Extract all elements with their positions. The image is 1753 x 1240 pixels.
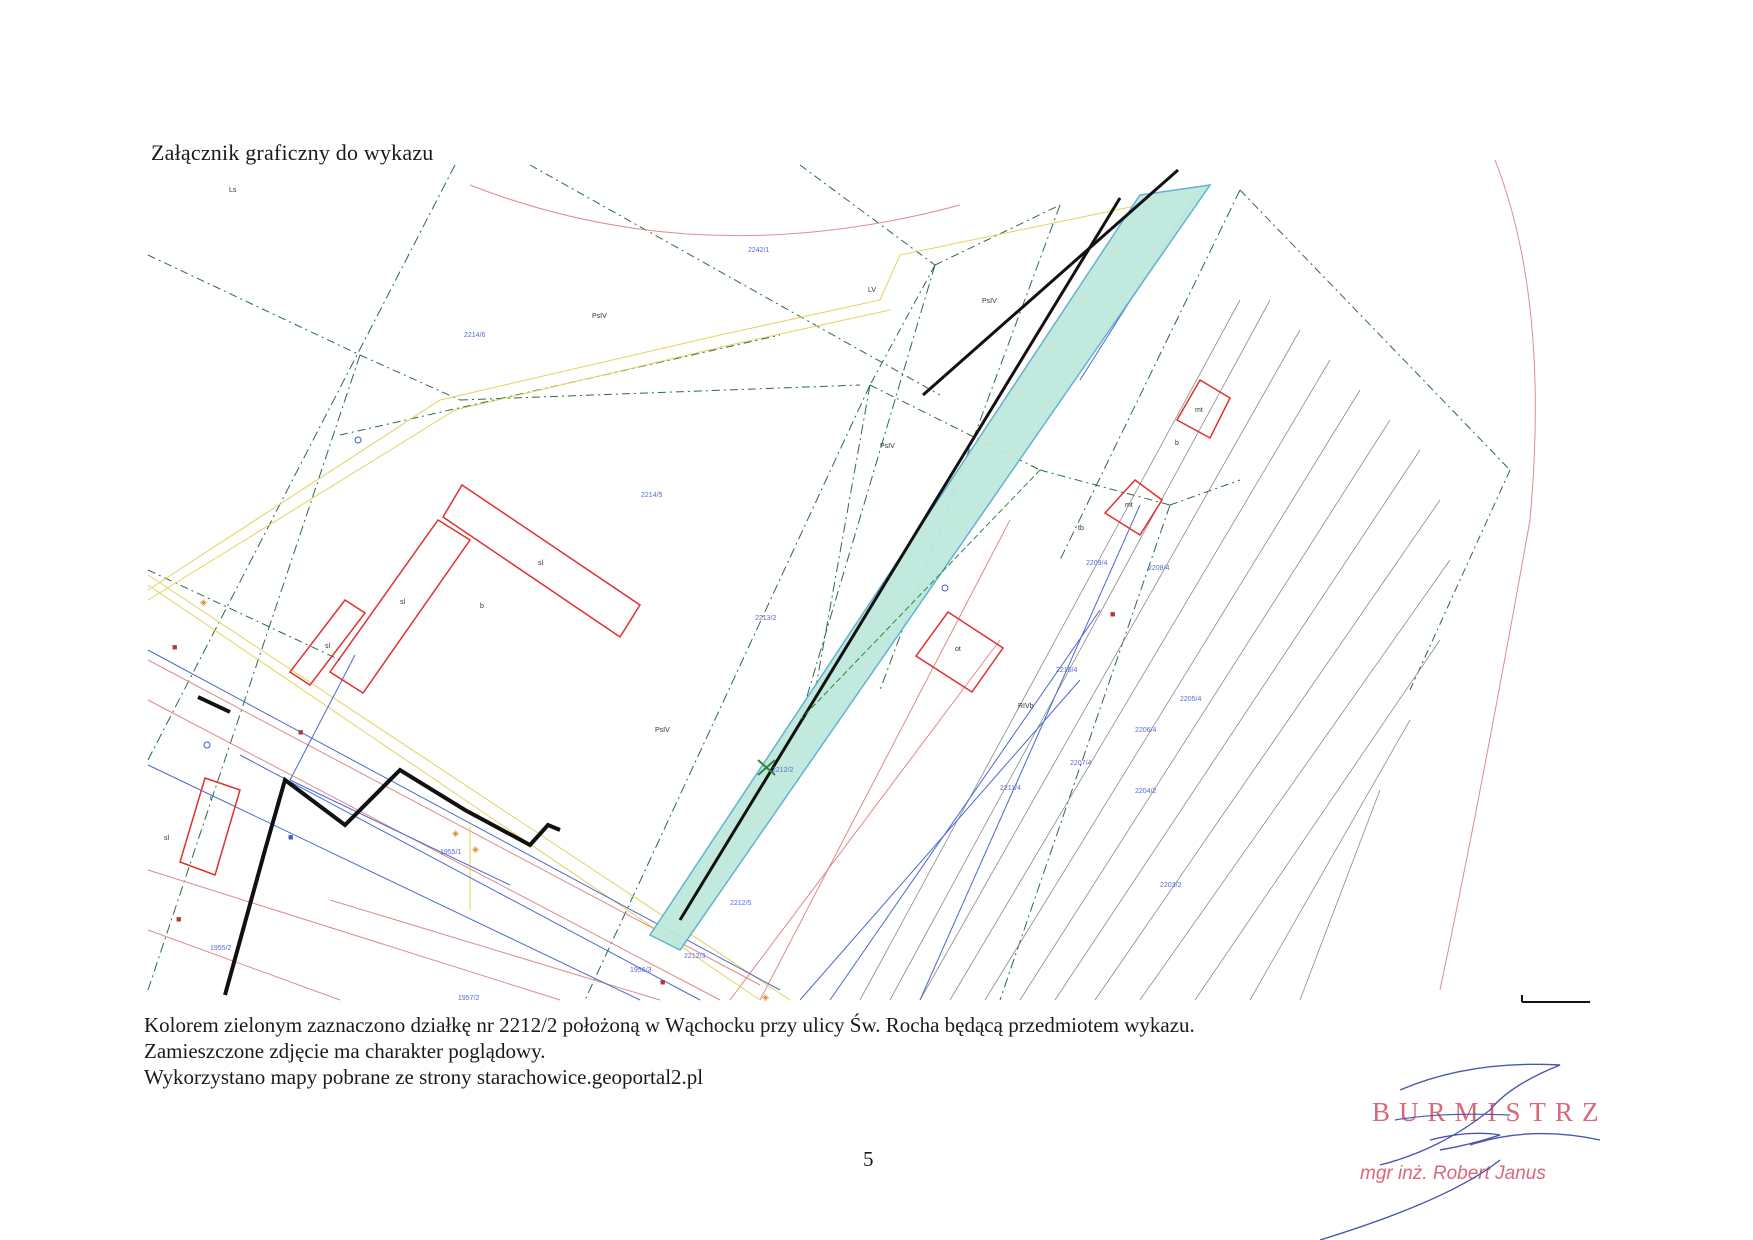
svg-text:◈: ◈ — [472, 844, 479, 854]
label-rivb: RIVb — [1018, 703, 1034, 710]
label-psiv-4: PsIV — [655, 727, 670, 734]
label-parcel-2203-2: 2203/2 — [1160, 882, 1182, 889]
svg-text:■: ■ — [288, 832, 294, 842]
svg-text:◈: ◈ — [762, 992, 769, 1002]
document-title: Załącznik graficzny do wykazu — [151, 140, 434, 165]
thick-black-boundary — [225, 770, 560, 995]
page-number: 5 — [863, 1147, 874, 1171]
building-sl-long — [330, 520, 470, 693]
parcel-boundary-thick-line — [680, 198, 1120, 920]
label-sl-4: sl — [164, 835, 170, 842]
label-ot: ot — [955, 646, 961, 653]
label-parcel-1956-3: 1956/3 — [630, 967, 652, 974]
label-parcel-1955-2: 1955/2 — [210, 945, 232, 952]
label-sl-1: sl — [538, 560, 544, 567]
svg-text:◈: ◈ — [200, 597, 207, 607]
label-parcel-2214-6: 2214/6 — [464, 332, 486, 339]
short-black-segment — [198, 697, 230, 712]
svg-text:■: ■ — [1110, 609, 1116, 619]
background-parcel-lines — [148, 160, 1535, 1000]
label-parcel-2242-1: 2242/1 — [748, 247, 770, 254]
label-b-2: b — [1175, 440, 1179, 447]
label-parcel-2208-4: 2208/4 — [1148, 565, 1170, 572]
label-parcel-2212-3: 2212/3 — [684, 953, 706, 960]
label-parcel-2205-4: 2205/4 — [1180, 696, 1202, 703]
label-parcel-2214-5: 2214/5 — [641, 492, 663, 499]
stamp-title: BURMISTRZ — [1372, 1097, 1608, 1127]
stamp-name: mgr inż. Robert Janus — [1360, 1163, 1546, 1184]
svg-text:■: ■ — [660, 977, 666, 987]
label-mt-2: mt — [1195, 407, 1203, 414]
label-parcel-2206-4: 2206/4 — [1135, 727, 1157, 734]
label-psiv-2: PsIV — [982, 298, 997, 305]
label-sl-3: sl — [325, 643, 331, 650]
building-sl-bottom-left — [180, 778, 240, 875]
label-i: i — [210, 795, 212, 802]
label-parcel-1957-2: 1957/2 — [458, 995, 480, 1002]
label-b-1: b — [480, 603, 484, 610]
label-parcel-2210-4: 2210/4 — [1056, 667, 1078, 674]
label-parcel-2209-4: 2209/4 — [1086, 560, 1108, 567]
description-block — [144, 1012, 1195, 1090]
svg-text:◈: ◈ — [452, 828, 459, 838]
label-parcel-2211-4: 2211/4 — [1000, 785, 1021, 792]
svg-text:■: ■ — [298, 727, 304, 737]
label-mt-1: mt — [1125, 502, 1133, 509]
label-parcel-2212-2: 2212/2 — [772, 767, 794, 774]
label-psiv-1: PsIV — [592, 313, 607, 320]
description-line-1: Kolorem zielonym zaznaczono działkę nr 2212/2 położoną w Wąchocku przy ulicy Św. Rocha będącą przedmiotem wykazu. — [144, 1013, 1195, 1037]
label-sl-2: sl — [400, 599, 406, 606]
svg-text:■: ■ — [176, 914, 182, 924]
label-lv: LV — [868, 287, 877, 294]
label-parcel-1955-1: 1955/1 — [440, 849, 462, 856]
description-line-3: Wykorzystano mapy pobrane ze strony starachowice.geoportal2.pl — [144, 1065, 704, 1089]
highlighted-parcel-2212-2 — [650, 185, 1210, 950]
label-parcel-2207-4: 2207/4 — [1070, 760, 1092, 767]
description-line-2: Zamieszczone zdjęcie ma charakter poglądowy. — [144, 1039, 546, 1063]
label-parcel-2213-2: 2213/2 — [755, 615, 777, 622]
label-parcel-2204-2: 2204/2 — [1135, 788, 1157, 795]
label-parcel-2212-5: 2212/5 — [730, 900, 752, 907]
buildings — [180, 380, 1230, 875]
label-psiv-3: PsIV — [880, 443, 895, 450]
building-mt-1 — [1105, 480, 1162, 535]
svg-text:■: ■ — [172, 642, 178, 652]
label-tb: tb — [1078, 525, 1084, 532]
label-ls: Ls — [229, 187, 237, 194]
